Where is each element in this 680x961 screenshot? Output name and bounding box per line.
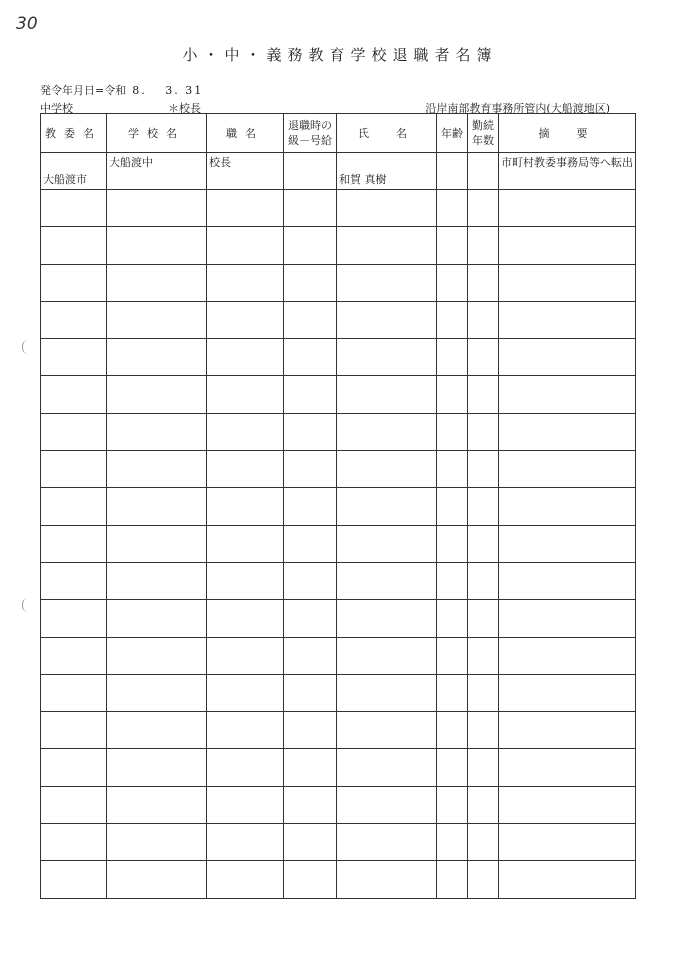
empty-cell <box>437 413 468 450</box>
empty-cell <box>284 824 337 861</box>
empty-cell <box>41 562 107 599</box>
empty-cell <box>499 861 636 898</box>
table-row-empty <box>41 339 636 376</box>
empty-cell <box>41 488 107 525</box>
empty-cell <box>499 637 636 674</box>
empty-cell <box>468 600 499 637</box>
empty-cell <box>284 674 337 711</box>
empty-cell <box>337 264 437 301</box>
empty-cell <box>468 861 499 898</box>
empty-cell <box>107 674 207 711</box>
empty-cell <box>41 451 107 488</box>
empty-cell <box>468 674 499 711</box>
empty-cell <box>437 600 468 637</box>
empty-cell <box>284 712 337 749</box>
empty-cell <box>107 301 207 338</box>
empty-cell <box>284 376 337 413</box>
col-board: 教委名 <box>41 114 107 153</box>
empty-cell <box>499 264 636 301</box>
empty-cell <box>437 301 468 338</box>
empty-cell <box>284 413 337 450</box>
empty-cell <box>468 786 499 823</box>
school-type: 中学校 <box>40 102 73 115</box>
empty-cell <box>207 674 284 711</box>
table-row-empty <box>41 451 636 488</box>
empty-cell <box>499 562 636 599</box>
empty-cell <box>437 376 468 413</box>
empty-cell <box>499 190 636 227</box>
empty-cell <box>284 786 337 823</box>
empty-cell <box>207 190 284 227</box>
empty-cell <box>337 488 437 525</box>
empty-cell <box>337 190 437 227</box>
empty-cell <box>337 824 437 861</box>
cell-name: 和賀 真樹 <box>337 153 437 190</box>
empty-cell <box>207 749 284 786</box>
empty-cell <box>499 600 636 637</box>
empty-cell <box>437 488 468 525</box>
empty-cell <box>107 861 207 898</box>
empty-cell <box>41 339 107 376</box>
table-row-empty <box>41 525 636 562</box>
empty-cell <box>107 227 207 264</box>
empty-cell <box>41 824 107 861</box>
empty-cell <box>107 339 207 376</box>
page-title: 小・中・義務教育学校退職者名簿 <box>182 46 498 64</box>
empty-cell <box>437 712 468 749</box>
col-remarks: 摘 要 <box>499 114 636 153</box>
empty-cell <box>284 264 337 301</box>
table-row-empty <box>41 562 636 599</box>
empty-cell <box>41 637 107 674</box>
empty-cell <box>284 562 337 599</box>
empty-cell <box>284 525 337 562</box>
empty-cell <box>207 227 284 264</box>
empty-cell <box>41 190 107 227</box>
empty-cell <box>499 824 636 861</box>
empty-cell <box>207 600 284 637</box>
empty-cell <box>468 413 499 450</box>
empty-cell <box>41 413 107 450</box>
empty-cell <box>107 451 207 488</box>
table-row-empty <box>41 413 636 450</box>
empty-cell <box>499 712 636 749</box>
empty-cell <box>437 190 468 227</box>
table-row-empty <box>41 712 636 749</box>
empty-cell <box>337 712 437 749</box>
cell-remarks: 市町村教委事務局等へ転出 <box>499 153 636 190</box>
empty-cell <box>437 451 468 488</box>
empty-cell <box>437 824 468 861</box>
empty-cell <box>41 712 107 749</box>
table-row-empty <box>41 301 636 338</box>
table-row-empty <box>41 861 636 898</box>
empty-cell <box>468 301 499 338</box>
empty-cell <box>337 637 437 674</box>
table-row-empty <box>41 190 636 227</box>
table-row-empty <box>41 376 636 413</box>
empty-cell <box>207 376 284 413</box>
empty-cell <box>284 451 337 488</box>
empty-cell <box>41 861 107 898</box>
col-position: 職名 <box>207 114 284 153</box>
table-row-empty <box>41 264 636 301</box>
empty-cell <box>107 712 207 749</box>
issue-date <box>40 82 203 98</box>
empty-cell <box>337 861 437 898</box>
empty-cell <box>284 190 337 227</box>
empty-cell <box>207 413 284 450</box>
empty-cell <box>107 749 207 786</box>
empty-cell <box>207 786 284 823</box>
empty-cell <box>468 749 499 786</box>
cell-school: 大船渡中 <box>107 153 207 190</box>
empty-cell <box>107 413 207 450</box>
empty-cell <box>468 712 499 749</box>
empty-cell <box>207 488 284 525</box>
empty-cell <box>107 376 207 413</box>
empty-cell <box>207 562 284 599</box>
empty-cell <box>468 562 499 599</box>
empty-cell <box>437 749 468 786</box>
empty-cell <box>337 562 437 599</box>
empty-cell <box>107 525 207 562</box>
cell-board: 大船渡市 <box>41 153 107 190</box>
empty-cell <box>41 301 107 338</box>
empty-cell <box>468 227 499 264</box>
empty-cell <box>499 339 636 376</box>
col-school: 学校名 <box>107 114 207 153</box>
empty-cell <box>337 749 437 786</box>
empty-cell <box>207 264 284 301</box>
empty-cell <box>337 339 437 376</box>
empty-cell <box>284 600 337 637</box>
empty-cell <box>468 376 499 413</box>
issue-date-label: 発令年月日=令和 <box>40 84 127 97</box>
empty-cell <box>337 674 437 711</box>
cell-years <box>468 153 499 190</box>
empty-cell <box>499 376 636 413</box>
empty-cell <box>41 227 107 264</box>
empty-cell <box>41 786 107 823</box>
empty-cell <box>284 488 337 525</box>
empty-cell <box>437 861 468 898</box>
empty-cell <box>499 488 636 525</box>
empty-cell <box>284 749 337 786</box>
empty-cell <box>437 227 468 264</box>
empty-cell <box>207 712 284 749</box>
empty-cell <box>437 637 468 674</box>
empty-cell <box>337 786 437 823</box>
table-row-empty <box>41 786 636 823</box>
empty-cell <box>107 264 207 301</box>
retiree-table <box>40 113 636 899</box>
issue-date-value: 8. 3. 31 <box>132 84 204 97</box>
empty-cell <box>107 190 207 227</box>
empty-cell <box>499 749 636 786</box>
col-grade: 退職時の級－号給 <box>284 114 337 153</box>
empty-cell <box>107 562 207 599</box>
empty-cell <box>284 637 337 674</box>
empty-cell <box>284 227 337 264</box>
header-row <box>41 114 636 153</box>
table-row-empty <box>41 749 636 786</box>
empty-cell <box>437 264 468 301</box>
empty-cell <box>207 637 284 674</box>
empty-cell <box>437 562 468 599</box>
empty-cell <box>337 451 437 488</box>
empty-cell <box>499 413 636 450</box>
empty-cell <box>207 824 284 861</box>
empty-cell <box>437 525 468 562</box>
empty-cell <box>468 488 499 525</box>
table-row <box>41 153 636 190</box>
empty-cell <box>499 674 636 711</box>
cell-grade <box>284 153 337 190</box>
empty-cell <box>41 600 107 637</box>
empty-cell <box>107 488 207 525</box>
col-age: 年齢 <box>437 114 468 153</box>
empty-cell <box>107 600 207 637</box>
empty-cell <box>437 674 468 711</box>
empty-cell <box>468 824 499 861</box>
empty-cell <box>284 339 337 376</box>
empty-cell <box>468 190 499 227</box>
table-row-empty <box>41 600 636 637</box>
table-row-empty <box>41 488 636 525</box>
empty-cell <box>337 525 437 562</box>
empty-cell <box>499 525 636 562</box>
empty-cell <box>41 525 107 562</box>
empty-cell <box>107 824 207 861</box>
empty-cell <box>499 301 636 338</box>
empty-cell <box>337 376 437 413</box>
punch-hole-mark <box>22 340 29 354</box>
empty-cell <box>337 301 437 338</box>
empty-cell <box>207 525 284 562</box>
empty-cell <box>107 637 207 674</box>
cell-age <box>437 153 468 190</box>
empty-cell <box>337 600 437 637</box>
table-row-empty <box>41 637 636 674</box>
empty-cell <box>207 301 284 338</box>
empty-cell <box>207 339 284 376</box>
empty-cell <box>468 339 499 376</box>
empty-cell <box>468 264 499 301</box>
empty-cell <box>284 301 337 338</box>
empty-cell <box>41 674 107 711</box>
empty-cell <box>437 339 468 376</box>
empty-cell <box>41 264 107 301</box>
empty-cell <box>41 376 107 413</box>
empty-cell <box>207 861 284 898</box>
table-row-empty <box>41 227 636 264</box>
table-row-empty <box>41 824 636 861</box>
col-name: 氏 名 <box>337 114 437 153</box>
empty-cell <box>41 749 107 786</box>
col-years: 勤続年数 <box>468 114 499 153</box>
empty-cell <box>499 227 636 264</box>
empty-cell <box>437 786 468 823</box>
empty-cell <box>337 413 437 450</box>
empty-cell <box>468 451 499 488</box>
empty-cell <box>468 637 499 674</box>
table-row-empty <box>41 674 636 711</box>
position-note: ＊校長 <box>168 102 201 115</box>
cell-position: 校長 <box>207 153 284 190</box>
empty-cell <box>499 786 636 823</box>
office-name: 沿岸南部教育事務所管内(大船渡地区) <box>425 102 610 115</box>
empty-cell <box>337 227 437 264</box>
empty-cell <box>107 786 207 823</box>
empty-cell <box>499 451 636 488</box>
empty-cell <box>284 861 337 898</box>
empty-cell <box>468 525 499 562</box>
punch-hole-mark <box>22 598 29 612</box>
empty-cell <box>207 451 284 488</box>
page-number: 30 <box>16 14 38 34</box>
